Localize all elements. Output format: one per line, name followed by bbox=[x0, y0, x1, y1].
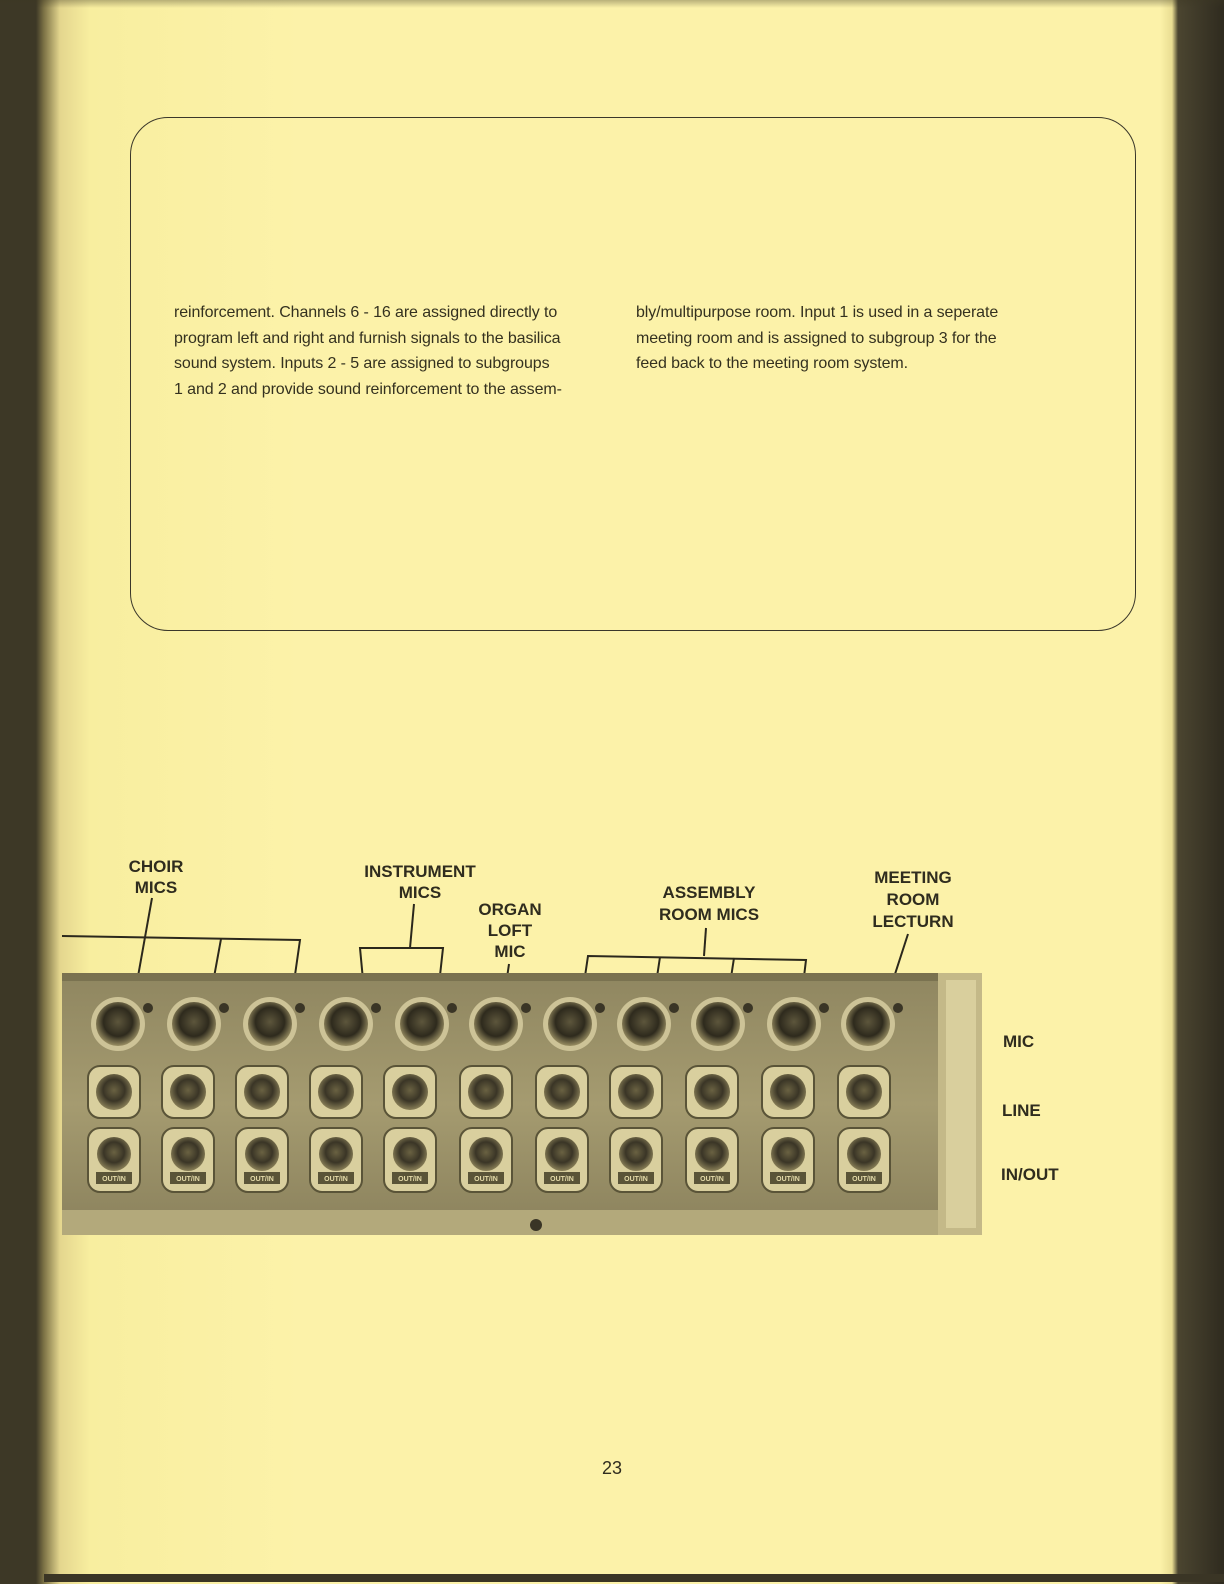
inout-jack-icon bbox=[610, 1128, 662, 1192]
inout-jack-icon bbox=[686, 1128, 738, 1192]
scan-shadow bbox=[0, 0, 1224, 8]
line-jack-icon bbox=[762, 1066, 814, 1118]
line-jack-icon bbox=[162, 1066, 214, 1118]
label-line: ROOM bbox=[886, 890, 940, 909]
line-jack-icon bbox=[310, 1066, 362, 1118]
line-jack-row bbox=[88, 1066, 890, 1118]
line-jack-icon bbox=[536, 1066, 588, 1118]
jack-label: OUT/IN bbox=[852, 1176, 876, 1183]
line-jack-icon bbox=[236, 1066, 288, 1118]
text-column-right bbox=[636, 300, 1080, 377]
jack-label: OUT/IN bbox=[324, 1176, 348, 1183]
jack-label: OUT/IN bbox=[250, 1176, 274, 1183]
label-line: INSTRUMENT bbox=[364, 862, 476, 881]
jack-label: OUT/IN bbox=[776, 1176, 800, 1183]
inout-jack-icon bbox=[460, 1128, 512, 1192]
inout-jack-icon bbox=[162, 1128, 214, 1192]
organ-loft-mic-label bbox=[478, 900, 541, 961]
page-bottom-edge bbox=[44, 1574, 1224, 1582]
row-label-inout: IN/OUT bbox=[1001, 1165, 1059, 1184]
label-line: ORGAN bbox=[478, 900, 542, 919]
jack-label: OUT/IN bbox=[474, 1176, 498, 1183]
text-column-left bbox=[174, 300, 614, 402]
text-line: reinforcement. Channels 6 - 16 are assigned directly to bbox=[174, 304, 558, 321]
inout-jack-row bbox=[88, 1128, 890, 1192]
panel-screw bbox=[530, 1219, 542, 1231]
mic-connector-row bbox=[91, 997, 903, 1051]
inout-jack-icon bbox=[310, 1128, 362, 1192]
text-line: bly/multipurpose room. Input 1 is used in a seperate bbox=[636, 304, 999, 321]
label-line: ASSEMBLY bbox=[662, 883, 756, 902]
label-line: MIC bbox=[494, 942, 526, 961]
text-line: program left and right and furnish signals to the basilica bbox=[174, 329, 561, 347]
inout-jack-icon bbox=[384, 1128, 436, 1192]
line-jack-icon bbox=[460, 1066, 512, 1118]
row-label-line: LINE bbox=[1002, 1101, 1041, 1120]
line-jack-icon bbox=[610, 1066, 662, 1118]
connector-panel-diagram bbox=[0, 840, 1224, 1260]
assembly-room-mics-label bbox=[659, 883, 759, 924]
label-line: ROOM MICS bbox=[658, 905, 760, 924]
text-line: feed back to the meeting room system. bbox=[636, 355, 908, 372]
label-line: LOFT bbox=[487, 921, 533, 940]
line-jack-icon bbox=[686, 1066, 738, 1118]
line-jack-icon bbox=[838, 1066, 890, 1118]
inout-jack-icon bbox=[236, 1128, 288, 1192]
label-line: MICS bbox=[398, 883, 442, 902]
label-line: CHOIR bbox=[128, 857, 184, 876]
inout-jack-icon bbox=[88, 1128, 140, 1192]
inout-jack-icon bbox=[536, 1128, 588, 1192]
page-number: 23 bbox=[601, 1458, 623, 1478]
jack-label: OUT/IN bbox=[550, 1176, 574, 1183]
choir-mics-label bbox=[129, 857, 184, 897]
meeting-room-lecturn-label bbox=[872, 868, 953, 931]
panel-photo bbox=[0, 840, 1224, 1260]
instrument-mics-label bbox=[364, 862, 476, 902]
text-line: meeting room and is assigned to subgroup 3 for the bbox=[636, 329, 997, 347]
line-jack-icon bbox=[88, 1066, 140, 1118]
inout-jack-icon bbox=[762, 1128, 814, 1192]
label-line: LECTURN bbox=[872, 912, 954, 931]
jack-label: OUT/IN bbox=[102, 1176, 126, 1183]
label-line: MEETING bbox=[874, 868, 952, 887]
row-label-mic: MIC bbox=[1003, 1032, 1035, 1051]
text-line: 1 and 2 and provide sound reinforcement to the assem- bbox=[174, 380, 562, 398]
text-line: sound system. Inputs 2 - 5 are assigned to subgroups bbox=[174, 355, 550, 372]
jack-label: OUT/IN bbox=[624, 1176, 648, 1183]
jack-label: OUT/IN bbox=[398, 1176, 422, 1183]
inout-jack-icon bbox=[838, 1128, 890, 1192]
jack-label: OUT/IN bbox=[176, 1176, 200, 1183]
line-jack-icon bbox=[384, 1066, 436, 1118]
panel-bottom-rail bbox=[62, 1210, 938, 1235]
jack-label: OUT/IN bbox=[700, 1176, 724, 1183]
label-line: MICS bbox=[134, 878, 178, 897]
